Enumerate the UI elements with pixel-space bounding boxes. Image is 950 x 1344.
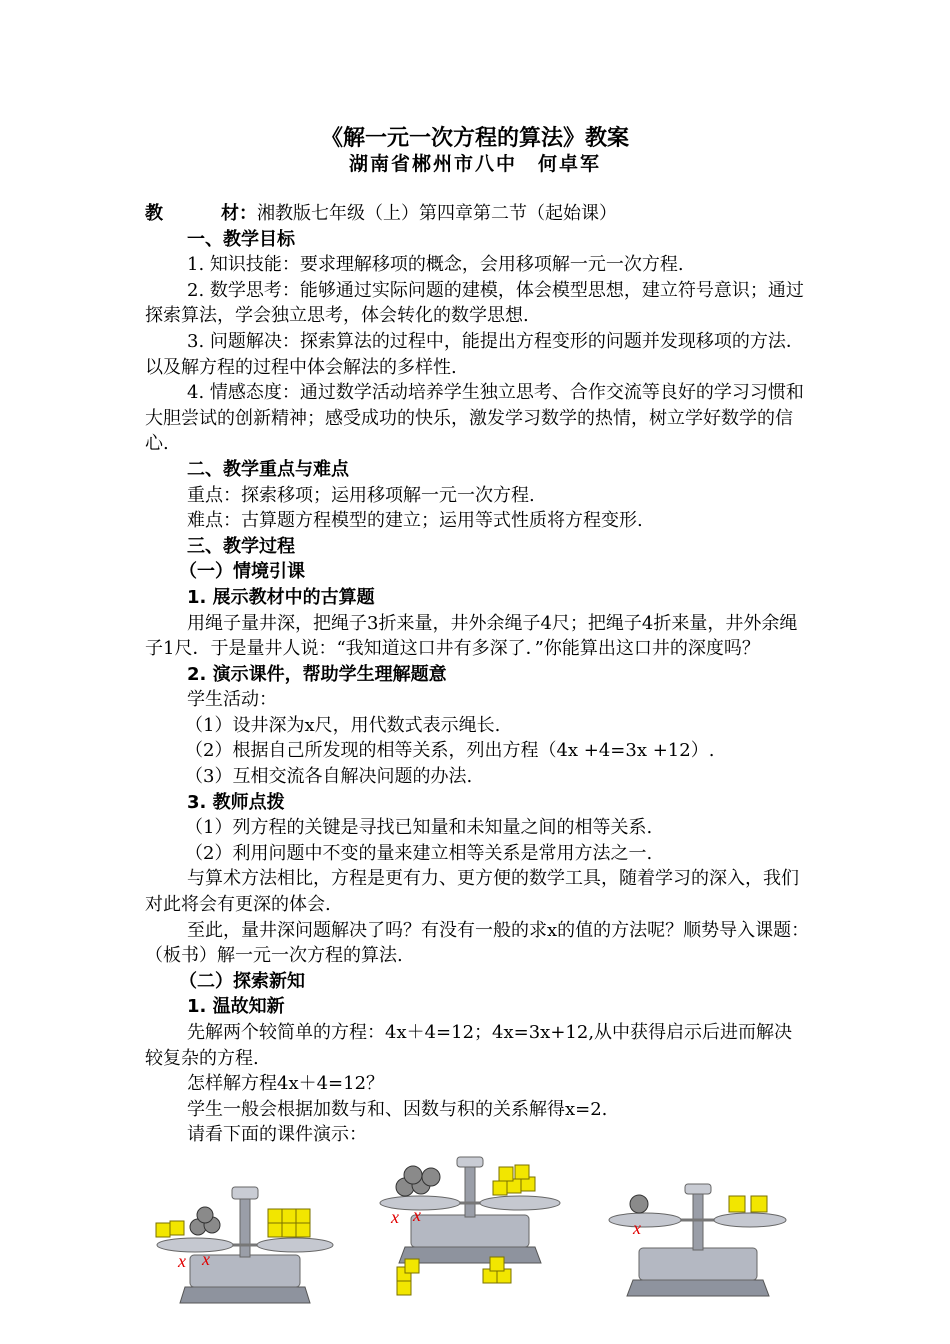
- objective-item: 2. 数学思考：能够通过实际问题的建模，体会模型思想，建立符号意识；通过探索算法，学会独立思考，体会转化的数学思想.: [145, 279, 804, 327]
- balance-scale-figure-3: [605, 1180, 790, 1305]
- page-title: 《解一元一次方程的算法》教案: [320, 126, 629, 151]
- objective-item: 4. 情感态度：通过数学活动培养学生独立思考、合作交流等良好的学习习惯和大胆尝试的创新精神；感受成功的快乐，激发学习数学的热情，树立学好数学的信心.: [145, 382, 804, 455]
- list-item: （2）利用问题中不变的量来建立相等关系是常用方法之一.: [185, 842, 653, 864]
- list-item: （1）列方程的关键是寻找已知量和未知量之间的相等关系.: [185, 817, 653, 839]
- paragraph: 至此，量井深问题解决了吗？有没有一般的求x的值的方法呢？顺势导入课题：（板书）解一元一次方程的算法.: [145, 919, 810, 967]
- list-item: （2）根据自己所发现的相等关系，列出方程（4x +4=3x +12）.: [185, 740, 715, 762]
- objective-item: 1. 知识技能：要求理解移项的概念，会用移项解一元一次方程.: [187, 254, 684, 276]
- paragraph: 用绳子量井深，把绳子3折来量，井外余绳子4尺；把绳子4折来量，井外余绳子1尺．于是量井人说：“我知道这口井有多深了．”你能算出这口井的深度吗？: [145, 612, 798, 660]
- paragraph: 学生活动：: [187, 689, 277, 711]
- paragraph: 请看下面的课件演示：: [187, 1124, 367, 1146]
- section-heading: 三、教学过程: [187, 535, 295, 557]
- cube-group-left: [156, 1221, 184, 1237]
- subsection-heading: （一）情境引课: [179, 561, 305, 583]
- paragraph: 先解两个较简单的方程：4x＋4=12；4x=3x+12,从中获得启示后进而解决较复杂的方程.: [145, 1022, 793, 1069]
- balance-scale-figure-1: [150, 1175, 340, 1305]
- step-heading: 1. 温故知新: [187, 996, 285, 1018]
- difficulty-point: 难点：古算题方程模型的建立；运用等式性质将方程变形.: [187, 510, 643, 532]
- ball: [630, 1195, 648, 1213]
- paragraph: 学生一般会根据加数与和、因数与积的关系解得x=2.: [187, 1098, 608, 1120]
- cube-group-right: [729, 1196, 767, 1212]
- key-point: 重点：探索移项；运用移项解一元一次方程.: [187, 484, 535, 506]
- variable-label: x: [413, 1205, 421, 1225]
- variable-label: x: [178, 1251, 186, 1271]
- paragraph: 怎样解方程4x＋4=12？: [187, 1073, 385, 1095]
- paragraph: 与算术方法相比，方程是更有力、更方便的数学工具，随着学习的深入，我们对此将会有更深的体会.: [145, 868, 799, 916]
- variable-label: x: [202, 1249, 210, 1269]
- section-heading: 一、教学目标: [187, 228, 295, 250]
- cube-group-right: [493, 1165, 535, 1195]
- cube-group-right: [268, 1209, 310, 1237]
- step-heading: 1. 展示教材中的古算题: [187, 586, 375, 608]
- list-item: （1）设井深为x尺，用代数式表示绳长.: [185, 714, 501, 736]
- step-heading: 3. 教师点拨: [187, 791, 285, 813]
- textbook-label-b: 材：: [221, 203, 257, 224]
- author-line: 湖南省郴州市八中 何卓军: [348, 153, 601, 175]
- textbook-label-a: 教: [145, 203, 163, 224]
- step-heading: 2. 演示课件，帮助学生理解题意: [187, 663, 447, 685]
- objective-item: 3. 问题解决：探索算法的过程中，能提出方程变形的问题并发现移项的方法．以及解方程的过程中体会解法的多样性.: [145, 330, 804, 378]
- ball-group: [190, 1207, 220, 1235]
- textbook-line: [145, 201, 810, 227]
- balance-scale-figures: [150, 1155, 790, 1295]
- section-heading: 二、教学重点与难点: [187, 458, 349, 480]
- balance-scale-icon: [157, 1187, 333, 1303]
- variable-label: x: [633, 1218, 641, 1238]
- document-body: [145, 201, 810, 1148]
- subsection-heading: （二）探索新知: [179, 970, 305, 992]
- variable-label: x: [391, 1207, 399, 1227]
- textbook-value: 湘教版七年级（上）第四章第二节（起始课）: [257, 203, 617, 224]
- ball-group: [396, 1166, 440, 1196]
- balance-scale-figure-2: [375, 1155, 565, 1305]
- list-item: （3）互相交流各自解决问题的办法.: [185, 766, 473, 788]
